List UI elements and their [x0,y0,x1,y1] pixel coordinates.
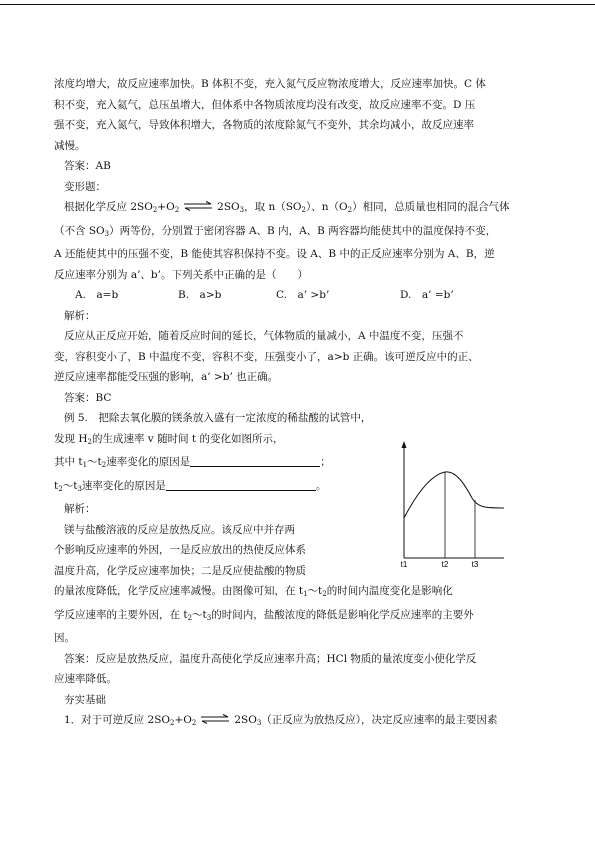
option-a: A. a=b [75,289,119,301]
tick-label-t2: t2 [441,560,449,569]
variant-question-line: 根据化学反应 $2SO_2+O_2$ $2SO_3$，取 $n(SO_2)$、$n(O_2)$相同，总质量也相同的混合气体 [64,201,510,214]
section-heading: 夯实基础 [64,693,106,706]
y-axis-arrow-icon [402,441,407,448]
analysis-line: 反应从正反应开始，随着反应时间的延长，气体物质的量减小，A 中温度不变，压强不 [64,330,464,342]
example-blank-line: $t_2\sim t_3$速率变化的原因是 。 [54,479,327,493]
text-line: 浓度均增大，故反应速率加快。B 体积不变，充入氮气反应物浓度增大，反应速率加快。C 体 [54,78,486,90]
variant-question-line: A 还能使其中的压强不变，B 能使其容积保持不变。设 A、B 中的正反应速率分别为 A、B，逆 [54,248,495,260]
question-line: 1．对于可逆反应 $2SO_2+O_2$ $2SO_3$（正反应为放热反应），决定反应速率的最主要因素 [64,714,498,727]
text-line: 减慢。 [54,139,86,152]
example-line: 发现 $H_2$的生成速率 v 随时间 t 的变化如图所示， [54,432,284,446]
analysis-line: 逆反应速率都能受压强的影响，a’ >b’ 也正确。 [54,371,279,383]
answer-line: 答案：反应是放热反应，温度升高使化学反应速率升高；HCl 物质的量浓度变小使化学反 [64,652,477,665]
answer-blank[interactable] [166,478,316,491]
text-line: 积不变，充入氦气，总压虽增大，但体系中各物质浓度均没有改变，故反应速率不变。D 压 [54,98,476,111]
option-row [54,285,542,306]
analysis-heading: 解析： [64,309,96,322]
answer-line: 应速率降低。 [54,673,117,685]
option-d: D. a’ =b’ [400,289,454,301]
variant-heading: 变形题： [64,180,106,193]
example-title: 例 5. 把除去氧化膜的镁条放入盛有一定浓度的稀盐酸的试管中， [64,412,372,424]
rate-time-graph [398,440,508,570]
variant-question-line: 反应速率分别为 a’、b’。下列关系中正确的是（ ） [54,268,308,281]
tick-label-t1: t1 [400,560,408,569]
analysis-line: 温度升高，化学反应速率加快；二是反应使盐酸的物质 [54,564,306,577]
analysis-heading: 解析： [64,503,96,515]
analysis-line: 的量浓度降低，化学反应速率减慢。由图像可知，在 $t_1\sim t_2$的时间内温度变化是影响化 [54,585,453,598]
analysis-line: 学反应速率的主要外因，在 $t_2\sim t_3$的时间内，盐酸浓度的降低是影响化学反应速率的主要外 [54,608,474,622]
answer-line: 答案：AB [64,160,111,172]
text-line: 强不变，充入氮气，导致体积增大，各物质的浓度除氮气不变外，其余均减小，故反应速率 [54,119,474,131]
example-blank-line: 其中 $t_1\sim t_2$速率变化的原因是 ； [54,456,331,469]
variant-question-line: （不含 $SO_3$）两等份，分别置于密闭容器 A、B 内，A、B 两容器均能使其中的温度保持不变， [54,224,497,238]
analysis-line: 变，容积变小了，B 中温度不变，容积不变，压强变小了，a>b 正确。该可逆反应中的正、 [54,350,479,363]
analysis-line: 镁与盐酸溶液的反应是放热反应。该反应中并存两 [64,523,295,536]
answer-blank[interactable] [190,454,320,467]
analysis-line: 因。 [54,632,75,644]
document-body [54,74,542,734]
option-c: C. a’ >b’ [276,289,330,301]
answer-line: 答案：BC [64,391,112,404]
analysis-line: 个影响反应速率的外因，一是反应放出的热使反应体系 [54,544,306,556]
tick-label-t3: t3 [471,560,479,569]
option-b: B. a>b [178,289,222,301]
equilibrium-arrow-icon [200,714,230,724]
equilibrium-arrow-icon [183,201,213,211]
rate-curve [404,472,504,518]
header-rule [0,4,595,5]
